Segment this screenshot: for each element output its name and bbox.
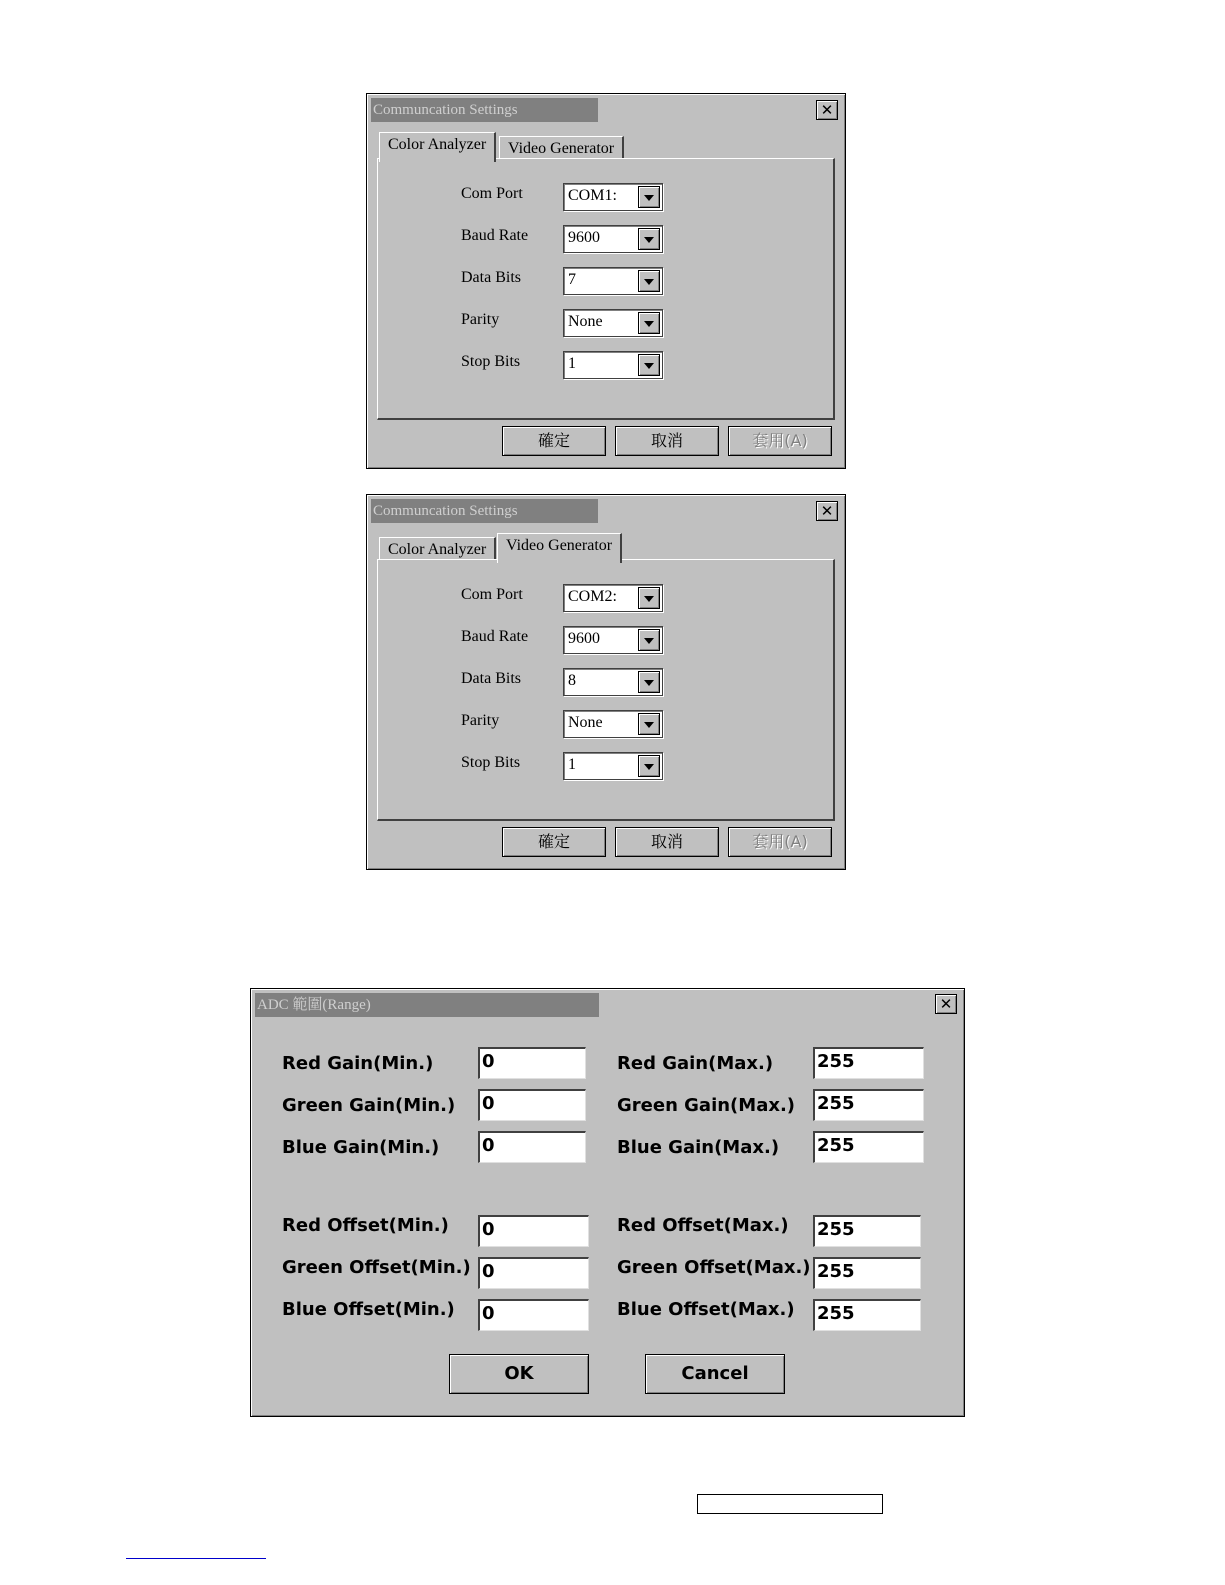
blue-gain-max-input[interactable]: 255 — [813, 1131, 924, 1163]
com-port-select[interactable] — [563, 183, 663, 211]
baud-rate-label: Baud Rate — [461, 628, 529, 645]
ok-button[interactable]: 確定 — [502, 827, 606, 857]
green-gain-min-label: Green Gain(Min.) — [282, 1095, 456, 1116]
apply-button[interactable]: 套用(A) — [728, 827, 832, 857]
select-value: COM2: — [568, 588, 617, 605]
select-value: None — [568, 714, 603, 731]
tab-panel — [377, 559, 835, 821]
close-button[interactable] — [935, 994, 957, 1014]
ok-button[interactable]: OK — [449, 1354, 589, 1394]
parity-select[interactable] — [563, 710, 663, 738]
stop-bits-select[interactable] — [563, 752, 663, 780]
chevron-down-icon[interactable] — [638, 755, 660, 777]
tab-panel — [377, 158, 835, 420]
green-gain-max-label: Green Gain(Max.) — [617, 1095, 796, 1116]
comm-settings-dialog-1 — [366, 93, 846, 469]
red-gain-max-label: Red Gain(Max.) — [617, 1053, 774, 1074]
tab-video-generator[interactable]: Video Generator — [497, 533, 622, 563]
close-button[interactable] — [816, 100, 838, 120]
blue-offset-max-label: Blue Offset(Max.) — [617, 1299, 795, 1320]
baud-rate-label: Baud Rate — [461, 227, 529, 244]
select-value: 9600 — [568, 630, 600, 647]
select-value: COM1: — [568, 187, 617, 204]
red-gain-max-input[interactable]: 255 — [813, 1047, 924, 1079]
close-icon: ✕ — [820, 100, 834, 119]
chevron-down-icon[interactable] — [638, 587, 660, 609]
tab-color-analyzer[interactable]: Color Analyzer — [379, 132, 496, 162]
data-bits-label: Data Bits — [461, 670, 521, 687]
blue-offset-max-input[interactable]: 255 — [813, 1299, 921, 1331]
green-offset-max-input[interactable]: 255 — [813, 1257, 921, 1289]
chevron-down-icon[interactable] — [638, 228, 660, 250]
close-icon: ✕ — [820, 501, 834, 520]
chevron-down-icon[interactable] — [638, 312, 660, 334]
green-offset-min-label: Green Offset(Min.) — [282, 1257, 471, 1278]
com-port-select[interactable] — [563, 584, 663, 612]
blue-gain-min-label: Blue Gain(Min.) — [282, 1137, 440, 1158]
parity-select[interactable] — [563, 309, 663, 337]
data-bits-select[interactable] — [563, 267, 663, 295]
green-offset-max-label: Green Offset(Max.) — [617, 1257, 811, 1278]
chevron-down-icon[interactable] — [638, 270, 660, 292]
select-value: 1 — [568, 355, 576, 372]
chevron-down-icon[interactable] — [638, 186, 660, 208]
chevron-down-icon[interactable] — [638, 713, 660, 735]
blue-gain-min-input[interactable]: 0 — [478, 1131, 586, 1163]
data-bits-select[interactable] — [563, 668, 663, 696]
ok-button[interactable]: 確定 — [502, 426, 606, 456]
dialog-title: ADC 範圍(Range) — [255, 993, 599, 1017]
red-offset-min-input[interactable]: 0 — [478, 1215, 589, 1247]
com-port-label: Com Port — [461, 586, 523, 603]
chevron-down-icon[interactable] — [638, 671, 660, 693]
red-offset-max-label: Red Offset(Max.) — [617, 1215, 789, 1236]
apply-button[interactable]: 套用(A) — [728, 426, 832, 456]
green-gain-max-input[interactable]: 255 — [813, 1089, 924, 1121]
stop-bits-label: Stop Bits — [461, 353, 521, 370]
red-gain-min-input[interactable]: 0 — [478, 1047, 586, 1079]
dialog-title: Communcation Settings — [371, 499, 598, 523]
select-value: 8 — [568, 672, 576, 689]
tab-color-analyzer[interactable]: Color Analyzer — [379, 537, 496, 561]
empty-box — [697, 1494, 883, 1514]
cancel-button[interactable]: Cancel — [645, 1354, 785, 1394]
comm-settings-dialog-2 — [366, 494, 846, 870]
com-port-label: Com Port — [461, 185, 523, 202]
red-offset-min-label: Red Offset(Min.) — [282, 1215, 449, 1236]
close-icon: ✕ — [939, 994, 953, 1013]
adc-range-dialog — [250, 988, 965, 1417]
green-gain-min-input[interactable]: 0 — [478, 1089, 586, 1121]
green-offset-min-input[interactable]: 0 — [478, 1257, 589, 1289]
baud-rate-select[interactable] — [563, 626, 663, 654]
select-value: 1 — [568, 756, 576, 773]
red-offset-max-input[interactable]: 255 — [813, 1215, 921, 1247]
red-gain-min-label: Red Gain(Min.) — [282, 1053, 434, 1074]
tab-video-generator[interactable]: Video Generator — [499, 136, 624, 160]
dialog-title: Communcation Settings — [371, 98, 598, 122]
cancel-button[interactable]: 取消 — [615, 426, 719, 456]
data-bits-label: Data Bits — [461, 269, 521, 286]
blue-offset-min-label: Blue Offset(Min.) — [282, 1299, 455, 1320]
cancel-button[interactable]: 取消 — [615, 827, 719, 857]
blue-gain-max-label: Blue Gain(Max.) — [617, 1137, 780, 1158]
stop-bits-label: Stop Bits — [461, 754, 521, 771]
select-value: 9600 — [568, 229, 600, 246]
baud-rate-select[interactable] — [563, 225, 663, 253]
select-value: None — [568, 313, 603, 330]
parity-label: Parity — [461, 311, 500, 328]
link-underline — [126, 1558, 266, 1559]
blue-offset-min-input[interactable]: 0 — [478, 1299, 589, 1331]
chevron-down-icon[interactable] — [638, 629, 660, 651]
chevron-down-icon[interactable] — [638, 354, 660, 376]
parity-label: Parity — [461, 712, 500, 729]
stop-bits-select[interactable] — [563, 351, 663, 379]
close-button[interactable] — [816, 501, 838, 521]
select-value: 7 — [568, 271, 576, 288]
